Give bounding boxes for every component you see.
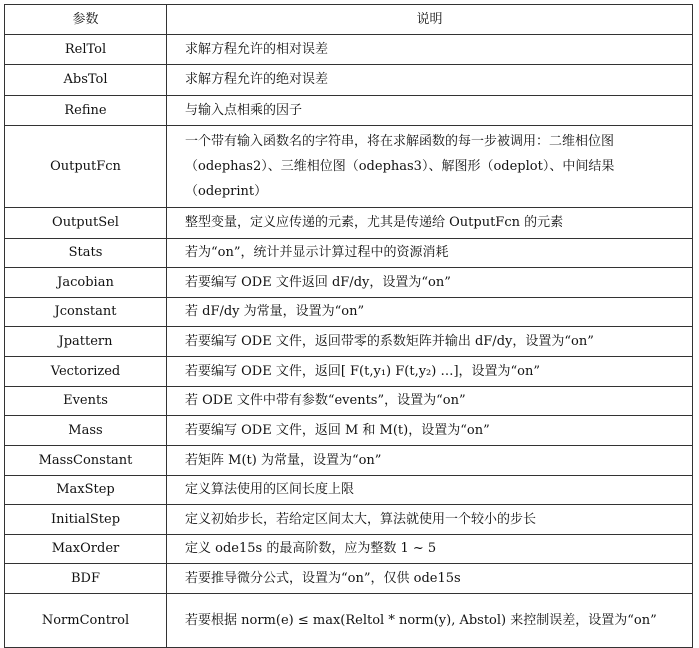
desc-cell: 若要编写 ODE 文件，返回[ F(t,y₁) F(t,y₂) …]，设置为“on” <box>167 357 693 387</box>
desc-cell: 若 dF/dy 为常量，设置为“on” <box>167 298 693 327</box>
desc-cell: 若为“on”，统计并显示计算过程中的资源消耗 <box>167 239 693 268</box>
table-row <box>5 387 693 416</box>
table-row <box>5 476 693 505</box>
desc-cell: 定义初始步长，若给定区间太大，算法就使用一个较小的步长 <box>167 505 693 535</box>
header-param: 参数 <box>5 5 167 35</box>
table-row <box>5 535 693 564</box>
desc-cell: 定义算法使用的区间长度上限 <box>167 476 693 505</box>
param-cell: MassConstant <box>5 446 167 476</box>
desc-cell: 若要根据 norm(e) ≤ max(Reltol * norm(y), Abstol) 来控制误差，设置为“on” <box>167 594 693 648</box>
desc-cell: 整型变量，定义应传递的元素，尤其是传递给 OutputFcn 的元素 <box>167 208 693 239</box>
param-cell: MaxStep <box>5 476 167 505</box>
desc-cell: 一个带有输入函数名的字符串，将在求解函数的每一步被调用：二维相位图（odephas2）、三维相位图（odephas3）、解图形（odeplot）、中间结果（odeprint） <box>167 126 693 208</box>
table-row <box>5 594 693 648</box>
param-cell: OutputSel <box>5 208 167 239</box>
table-row <box>5 416 693 446</box>
param-cell: InitialStep <box>5 505 167 535</box>
table-row <box>5 446 693 476</box>
param-cell: OutputFcn <box>5 126 167 208</box>
param-cell: Refine <box>5 96 167 126</box>
table-row <box>5 327 693 357</box>
desc-cell: 求解方程允许的绝对误差 <box>167 65 693 96</box>
table-row <box>5 357 693 387</box>
desc-cell: 若要编写 ODE 文件，返回带零的系数矩阵并输出 dF/dy，设置为“on” <box>167 327 693 357</box>
table-row <box>5 298 693 327</box>
param-cell: NormControl <box>5 594 167 648</box>
param-cell: Mass <box>5 416 167 446</box>
param-cell: AbsTol <box>5 65 167 96</box>
param-cell: Vectorized <box>5 357 167 387</box>
desc-cell: 若要推导微分公式，设置为“on”，仅供 ode15s <box>167 564 693 594</box>
param-cell: MaxOrder <box>5 535 167 564</box>
table-row <box>5 35 693 65</box>
table-row <box>5 126 693 208</box>
table-row <box>5 564 693 594</box>
header-row <box>5 5 693 35</box>
table-row <box>5 96 693 126</box>
table-row <box>5 208 693 239</box>
desc-cell: 求解方程允许的相对误差 <box>167 35 693 65</box>
desc-cell: 定义 ode15s 的最高阶数，应为整数 1 ~ 5 <box>167 535 693 564</box>
table-row <box>5 505 693 535</box>
table-row <box>5 65 693 96</box>
desc-cell: 若 ODE 文件中带有参数“events”，设置为“on” <box>167 387 693 416</box>
header-desc: 说明 <box>167 5 693 35</box>
table-row <box>5 239 693 268</box>
desc-cell: 若矩阵 M(t) 为常量，设置为“on” <box>167 446 693 476</box>
param-cell: Stats <box>5 239 167 268</box>
desc-cell: 若要编写 ODE 文件，返回 M 和 M(t)，设置为“on” <box>167 416 693 446</box>
param-cell: BDF <box>5 564 167 594</box>
param-cell: RelTol <box>5 35 167 65</box>
param-cell: Jacobian <box>5 268 167 298</box>
table-row <box>5 268 693 298</box>
desc-cell: 若要编写 ODE 文件返回 dF/dy，设置为“on” <box>167 268 693 298</box>
param-cell: Jpattern <box>5 327 167 357</box>
parameter-table <box>4 4 693 648</box>
desc-cell: 与输入点相乘的因子 <box>167 96 693 126</box>
param-cell: Jconstant <box>5 298 167 327</box>
param-cell: Events <box>5 387 167 416</box>
